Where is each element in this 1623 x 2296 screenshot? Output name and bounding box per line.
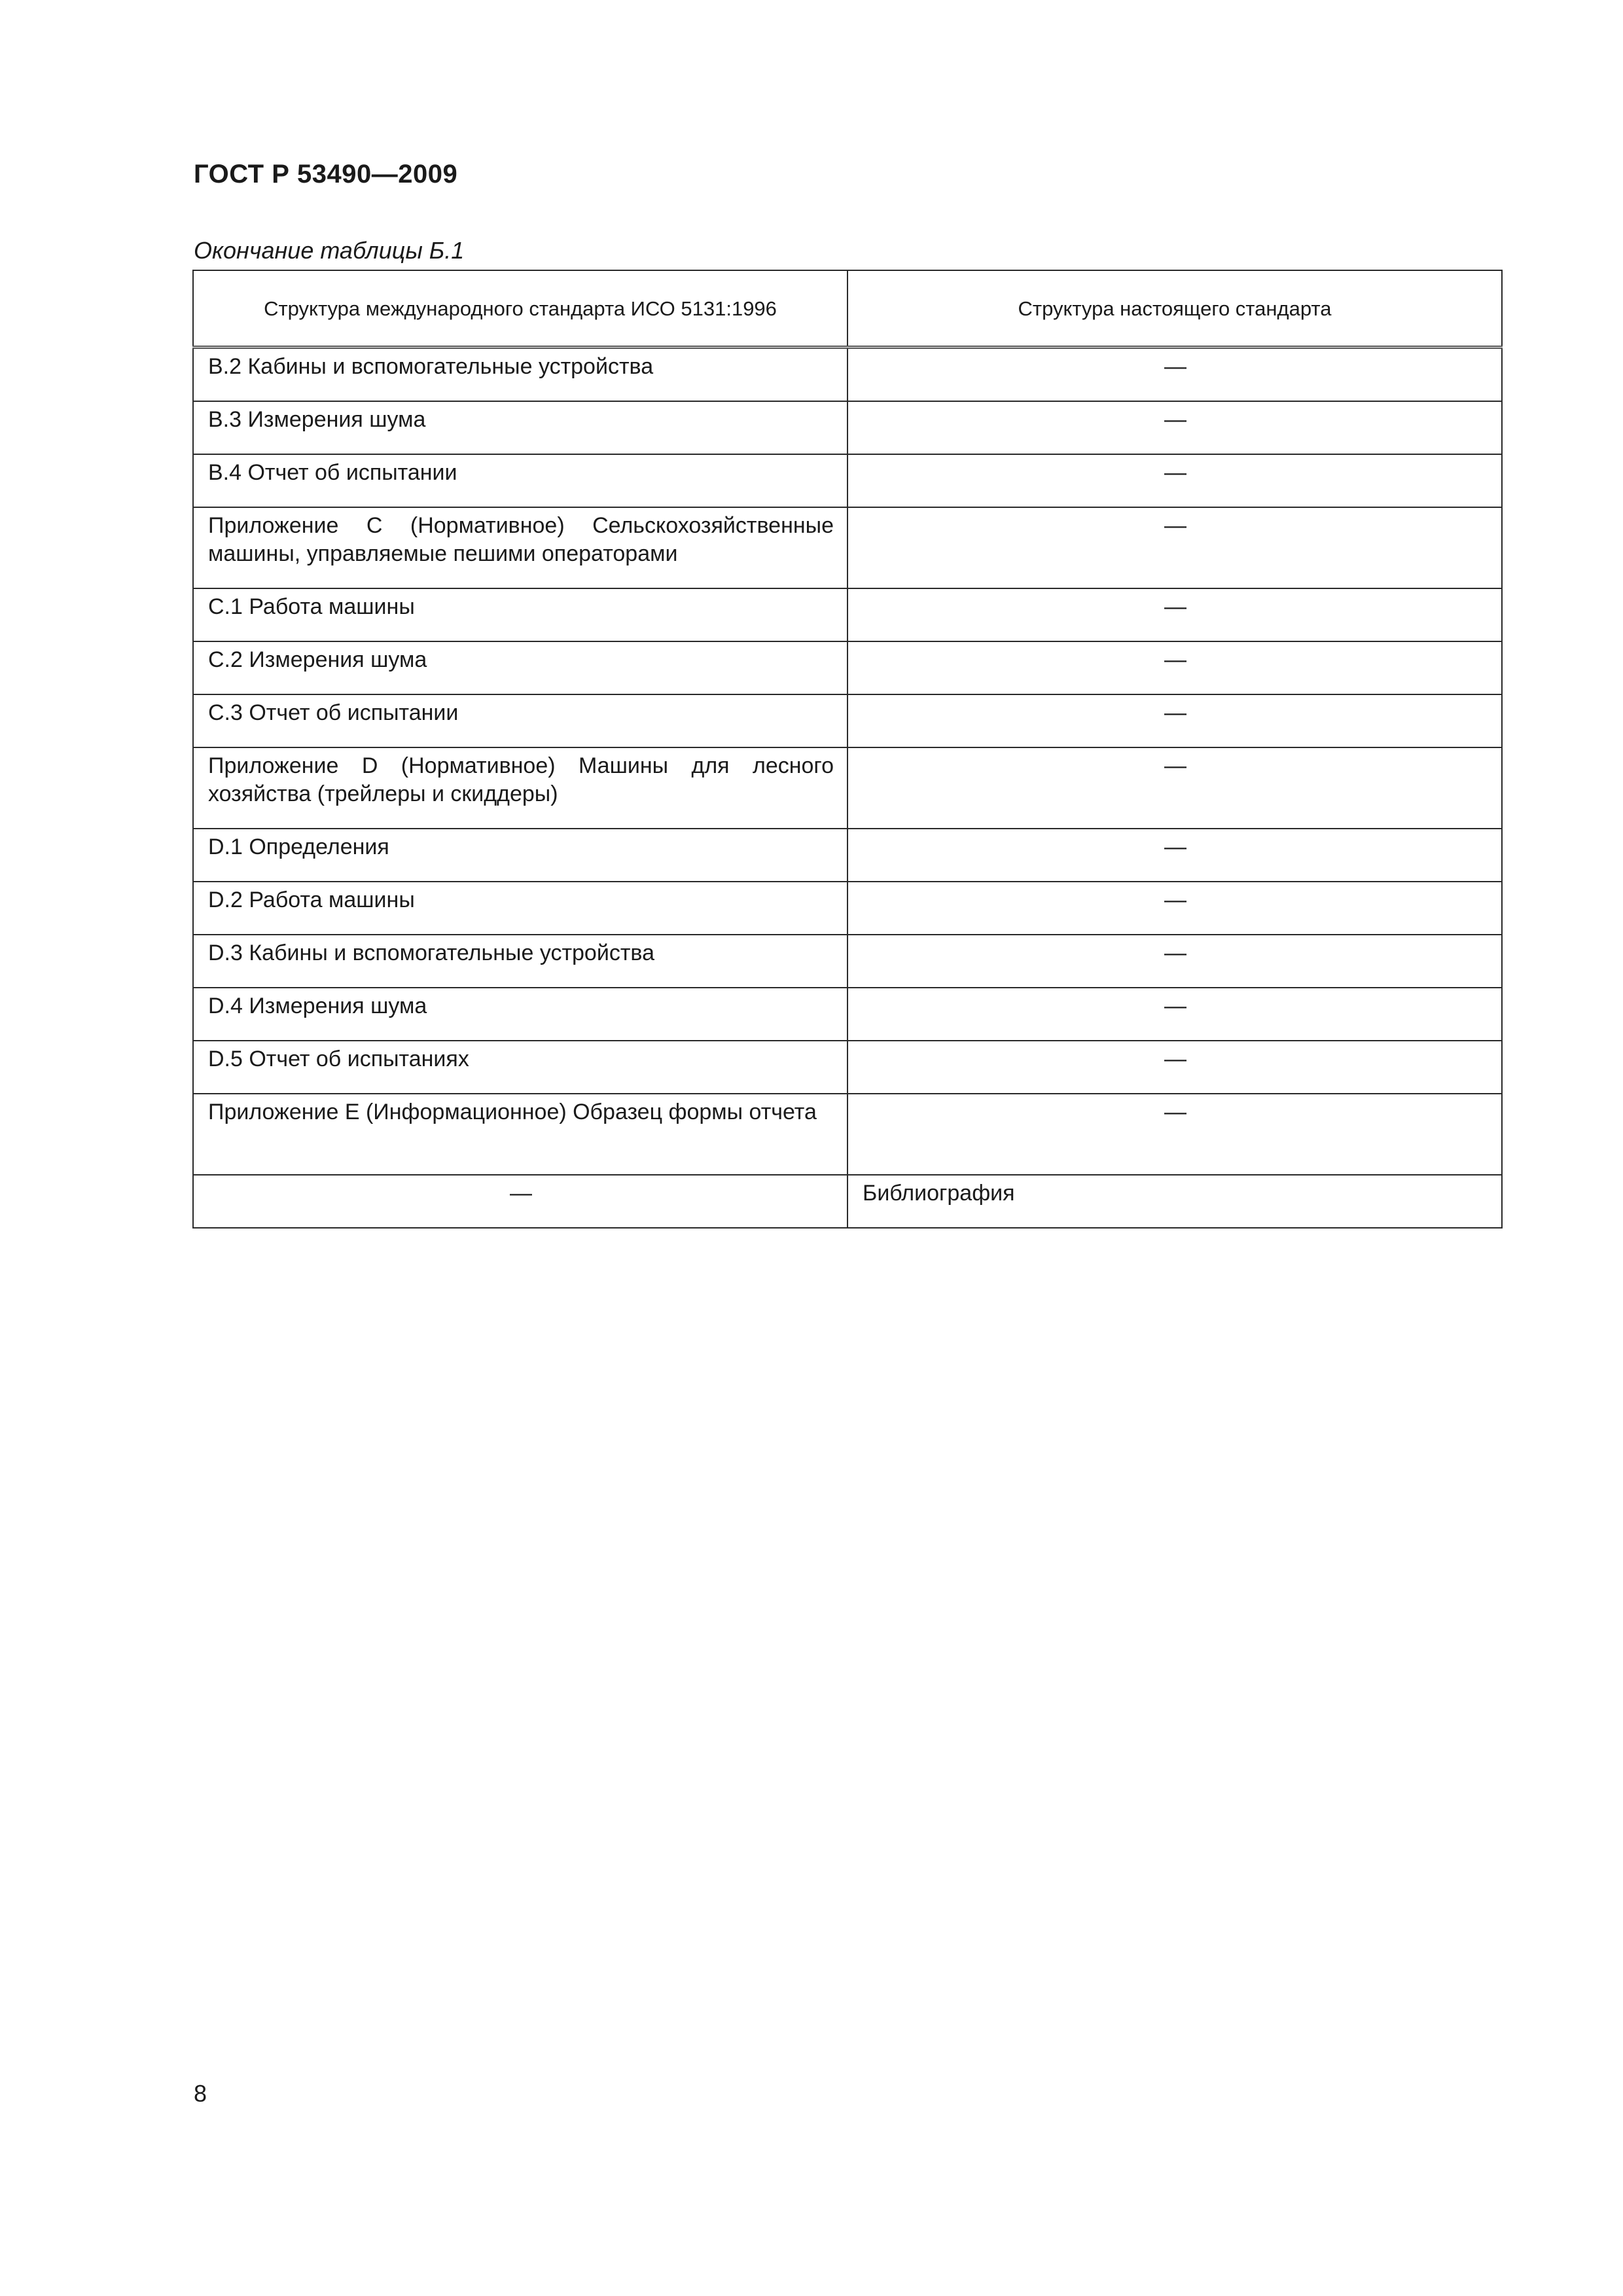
iso-section-cell: Приложение E (Информационное) Образец формы отчета	[193, 1094, 847, 1175]
current-section-cell: —	[847, 882, 1502, 935]
column-header-current-structure: Структура настоящего стандарта	[847, 270, 1502, 348]
iso-section-cell: D.2 Работа машины	[193, 882, 847, 935]
iso-section-cell: C.2 Измерения шума	[193, 641, 847, 694]
current-section-cell: —	[847, 641, 1502, 694]
table-row	[193, 588, 1502, 641]
current-section-cell: —	[847, 1094, 1502, 1175]
table-caption: Окончание таблицы Б.1	[194, 237, 465, 264]
iso-section-cell: B.3 Измерения шума	[193, 401, 847, 454]
current-section-cell: Библиография	[847, 1175, 1502, 1228]
iso-section-cell: —	[193, 1175, 847, 1228]
table-row	[193, 882, 1502, 935]
current-section-cell: —	[847, 988, 1502, 1041]
table-row	[193, 454, 1502, 507]
page-number: 8	[194, 2080, 207, 2107]
table-row	[193, 1041, 1502, 1094]
iso-section-cell: D.3 Кабины и вспомогательные устройства	[193, 935, 847, 988]
table-row	[193, 348, 1502, 402]
iso-section-cell: D.4 Измерения шума	[193, 988, 847, 1041]
current-section-cell: —	[847, 1041, 1502, 1094]
iso-section-cell: C.1 Работа машины	[193, 588, 847, 641]
current-section-cell: —	[847, 454, 1502, 507]
iso-section-cell: D.1 Определения	[193, 829, 847, 882]
current-section-cell: —	[847, 935, 1502, 988]
table-header-row	[193, 270, 1502, 348]
table-row	[193, 1094, 1502, 1175]
current-section-cell: —	[847, 694, 1502, 747]
iso-section-cell: Приложение D (Нормативное) Машины для лесного хозяйства (трейлеры и скиддеры)	[193, 747, 847, 829]
table-row	[193, 1175, 1502, 1228]
iso-section-cell: B.4 Отчет об испытании	[193, 454, 847, 507]
table-row	[193, 935, 1502, 988]
table-row	[193, 694, 1502, 747]
table-row	[193, 747, 1502, 829]
current-section-cell: —	[847, 348, 1502, 402]
table-row	[193, 829, 1502, 882]
correspondence-table	[192, 270, 1503, 1229]
column-header-iso-structure: Структура международного стандарта ИСО 5131:1996	[193, 270, 847, 348]
current-section-cell: —	[847, 507, 1502, 588]
current-section-cell: —	[847, 829, 1502, 882]
current-section-cell: —	[847, 588, 1502, 641]
iso-section-cell: B.2 Кабины и вспомогательные устройства	[193, 348, 847, 402]
current-section-cell: —	[847, 747, 1502, 829]
document-code: ГОСТ Р 53490—2009	[194, 160, 458, 188]
iso-section-cell: D.5 Отчет об испытаниях	[193, 1041, 847, 1094]
table-row	[193, 507, 1502, 588]
table-row	[193, 988, 1502, 1041]
current-section-cell: —	[847, 401, 1502, 454]
iso-section-cell: Приложение C (Нормативное) Сельскохозяйственные машины, управляемые пешими операторами	[193, 507, 847, 588]
table-row	[193, 641, 1502, 694]
table-row	[193, 401, 1502, 454]
iso-section-cell: C.3 Отчет об испытании	[193, 694, 847, 747]
